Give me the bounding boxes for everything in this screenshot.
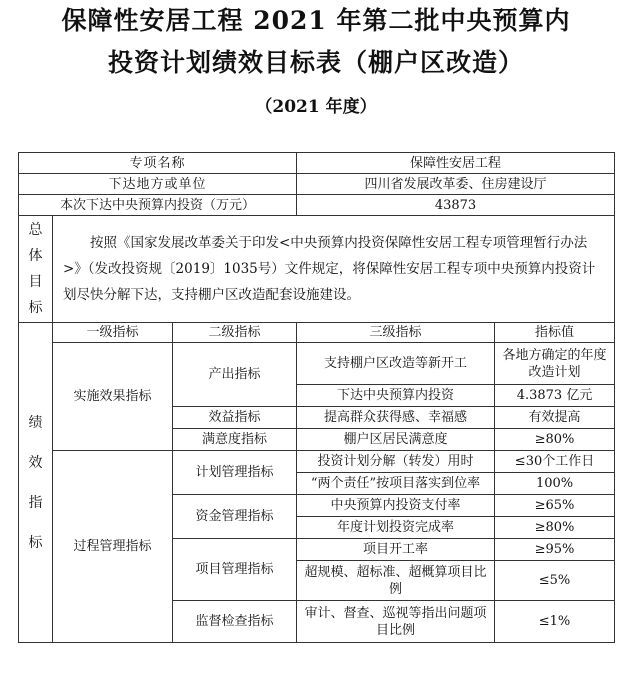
project-name-label: 专项名称 [19, 153, 297, 174]
issuing-unit-value: 四川省发展改革委、住房建设厅 [297, 174, 615, 195]
document-subtitle: （2021 年度） [255, 97, 377, 117]
column-header-value: 指标值 [495, 323, 615, 343]
level3-indicator: 支持棚户区改造等新开工 [297, 343, 495, 385]
overall-goal-label-char: 目 [28, 274, 43, 290]
column-header-level3: 三级指标 [297, 323, 495, 343]
performance-label-char: 绩 [28, 414, 43, 431]
table-row [19, 323, 615, 343]
level2-indicator: 产出指标 [173, 343, 297, 407]
level3-indicator: 棚户区居民满意度 [297, 429, 495, 451]
overall-goal-text: 按照《国家发展改革委关于印发<中央预算内投资保障性安居工程专项管理暂行办法>》（发改投资规〔2019〕1035号）文件规定，将保障性安居工程专项中央预算内投资计划尽快分解下达，支持棚户区改造配套设施建设。 [53, 216, 615, 323]
level3-indicator: “两个责任”按项目落实到位率 [297, 473, 495, 495]
level3-indicator: 超规模、超标准、超概算项目比例 [297, 561, 495, 601]
table-row [19, 451, 615, 473]
level2-indicator: 满意度指标 [173, 429, 297, 451]
column-header-level1: 一级指标 [53, 323, 173, 343]
table-row [19, 153, 615, 174]
indicator-value: ≥80% [495, 517, 615, 539]
level3-indicator: 年度计划投资完成率 [297, 517, 495, 539]
indicator-value: 100% [495, 473, 615, 495]
level3-indicator: 提高群众获得感、幸福感 [297, 407, 495, 429]
indicator-value: ≥65% [495, 495, 615, 517]
performance-target-table [18, 152, 615, 643]
indicator-value: 各地方确定的年度改造计划 [495, 343, 615, 385]
indicator-value: ≤1% [495, 601, 615, 643]
table-row [19, 343, 615, 385]
overall-goal-label [19, 216, 53, 323]
investment-amount-label: 本次下达中央预算内投资（万元） [19, 195, 297, 216]
level3-indicator: 项目开工率 [297, 539, 495, 561]
indicator-value: 4.3873 亿元 [495, 385, 615, 407]
performance-label-char: 指 [28, 494, 43, 511]
table-row [19, 216, 615, 323]
project-name-value: 保障性安居工程 [297, 153, 615, 174]
indicator-value: 有效提高 [495, 407, 615, 429]
level1-indicator: 实施效果指标 [53, 343, 173, 451]
level2-indicator: 监督检查指标 [173, 601, 297, 643]
indicator-value: ≤5% [495, 561, 615, 601]
indicator-value: ≥80% [495, 429, 615, 451]
level3-indicator: 下达中央预算内投资 [297, 385, 495, 407]
issuing-unit-label: 下达地方或单位 [19, 174, 297, 195]
level2-indicator: 计划管理指标 [173, 451, 297, 495]
indicator-value: ≥95% [495, 539, 615, 561]
table-row [19, 195, 615, 216]
level3-indicator: 投资计划分解（转发）用时 [297, 451, 495, 473]
indicator-value: ≤30个工作日 [495, 451, 615, 473]
overall-goal-label-char: 体 [28, 248, 43, 264]
overall-goal-label-char: 标 [28, 300, 43, 316]
document-title-line-2: 投资计划绩效目标表（棚户区改造） [107, 48, 524, 77]
investment-amount-value: 43873 [297, 195, 615, 216]
overall-goal-label-char: 总 [28, 222, 43, 238]
performance-label-char: 效 [28, 454, 43, 471]
level3-indicator: 中央预算内投资支付率 [297, 495, 495, 517]
level1-indicator: 过程管理指标 [53, 451, 173, 643]
column-header-level2: 二级指标 [173, 323, 297, 343]
level3-indicator: 审计、督查、巡视等指出问题项目比例 [297, 601, 495, 643]
level2-indicator: 效益指标 [173, 407, 297, 429]
performance-indicator-label [19, 323, 53, 643]
level2-indicator: 项目管理指标 [173, 539, 297, 601]
level2-indicator: 资金管理指标 [173, 495, 297, 539]
table-row [19, 174, 615, 195]
document-title-line-1: 保障性安居工程 2021 年第二批中央预算内 [61, 6, 571, 35]
performance-label-char: 标 [28, 534, 43, 551]
